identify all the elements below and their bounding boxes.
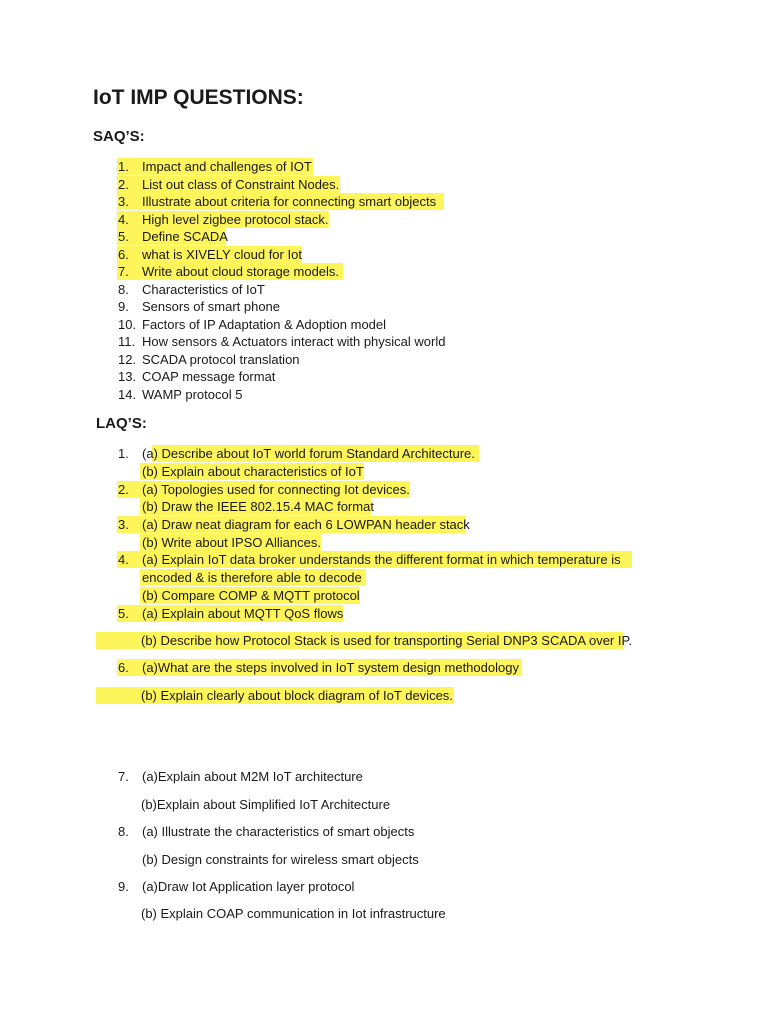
item-text: Sensors of smart phone: [142, 299, 281, 314]
item-text: (a) Explain IoT data broker understands the different format in which temperature is: [142, 552, 621, 567]
item-text: (a) Topologies used for connecting Iot devices.: [142, 481, 410, 497]
item-number: 5.: [118, 605, 129, 621]
item-number: 8.: [118, 281, 129, 297]
item-text: Characteristics of IoT: [142, 281, 265, 297]
item-text: (b)Explain about Simplified IoT Architecture: [141, 796, 391, 812]
document-title: IoT IMP QUESTIONS:: [93, 86, 304, 109]
item-number: 11.: [118, 334, 136, 349]
item-text: (b) Compare COMP & MQTT protocol: [142, 587, 360, 603]
item-text: (a)Draw Iot Application layer protocol: [142, 878, 355, 894]
item-text: (b) Design constraints for wireless smart objects: [142, 851, 419, 867]
item-number: 3.: [118, 194, 129, 209]
item-text: High level zigbee protocol stack.: [142, 211, 329, 227]
item-number: 6.: [118, 246, 129, 262]
item-text: Write about cloud storage models.: [142, 264, 340, 279]
item-text: (b) Explain clearly about block diagram of IoT devices.: [141, 687, 453, 703]
item-number: 4.: [118, 552, 129, 567]
item-text: SCADA protocol translation: [142, 351, 300, 367]
item-text: (a) Describe about IoT world forum Standard Architecture.: [142, 446, 475, 461]
item-text: (a)Explain about M2M IoT architecture: [142, 769, 363, 784]
item-text: COAP message format: [142, 369, 276, 384]
item-text: (b) Draw the IEEE 802.15.4 MAC format: [142, 499, 374, 514]
item-number: 7.: [118, 264, 129, 279]
item-number: 10.: [118, 316, 137, 332]
item-text: How sensors & Actuators interact with physical world: [142, 334, 446, 349]
item-number: 14.: [118, 386, 137, 402]
item-text: (b) Explain about characteristics of IoT: [142, 463, 364, 479]
item-text: List out class of Constraint Nodes.: [142, 176, 340, 192]
item-text: (a) Illustrate the characteristics of smart objects: [142, 824, 415, 839]
item-text: what is XIVELY cloud for Iot: [142, 246, 302, 262]
item-number: 3.: [118, 517, 129, 532]
item-text: Impact and challenges of IOT: [142, 159, 312, 174]
item-text: (a) Draw neat diagram for each 6 LOWPAN header stack: [142, 517, 470, 532]
item-text: (a) Explain about MQTT QoS flows: [142, 605, 344, 621]
item-number: 1.: [118, 159, 129, 174]
item-number: 12.: [118, 351, 137, 367]
laq-heading: LAQ’S:: [96, 415, 147, 432]
item-text: encoded & is therefore able to decode: [142, 570, 362, 585]
item-number: 9.: [118, 878, 129, 894]
item-text: Factors of IP Adaptation & Adoption model: [142, 316, 387, 332]
item-number: 2.: [118, 176, 129, 192]
item-number: 7.: [118, 769, 129, 784]
item-number: 2.: [118, 481, 129, 497]
item-number: 5.: [118, 229, 129, 244]
item-text: (b) Describe how Protocol Stack is used for transporting Serial DNP3 SCADA over IP.: [141, 633, 633, 648]
item-text: Illustrate about criteria for connecting smart objects: [142, 194, 437, 209]
item-number: 13.: [118, 369, 137, 384]
item-text: WAMP protocol 5: [142, 386, 243, 402]
item-text: Define SCADA: [142, 229, 228, 244]
item-number: 1.: [118, 446, 129, 461]
item-number: 6.: [118, 660, 129, 675]
item-number: 8.: [118, 824, 129, 839]
saq-heading: SAQ’S:: [93, 128, 145, 145]
item-number: 9.: [118, 299, 129, 314]
item-text: (b) Explain COAP communication in Iot infrastructure: [141, 906, 446, 921]
item-text: (a)What are the steps involved in IoT system design methodology: [142, 660, 519, 675]
item-text: (b) Write about IPSO Alliances.: [142, 534, 321, 550]
item-number: 4.: [118, 211, 129, 227]
